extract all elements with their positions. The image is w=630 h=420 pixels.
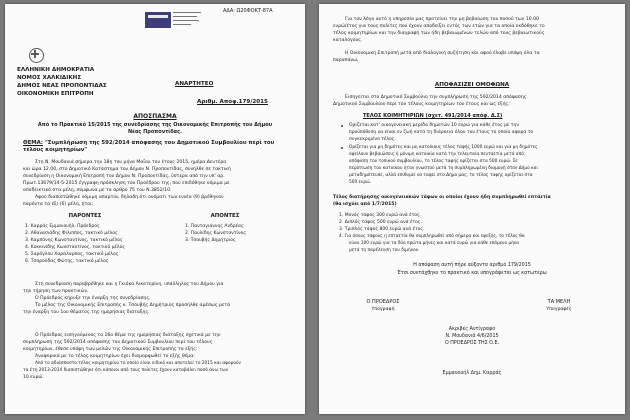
bullet-1-line-1: Ορίζεται κατ' οικογενειακή μερίδα δημοτών 10 ευρώ για κάθε έτος με την <box>349 123 519 128</box>
discussion-line-2: παραπάνω, <box>333 58 359 63</box>
present-heading: ΠΑΡΟΝΤΕΣ <box>68 213 102 219</box>
members-signatures: Υπογραφές <box>546 307 572 312</box>
document-page-2 <box>319 4 625 414</box>
grave-fee-4-line-1: 4. Για όσους τάφους η επταετία θα συμπληρωθεί από σήμερα και εφεξής, το τέλος θα <box>339 234 525 239</box>
bullet-dot-icon <box>341 125 343 127</box>
closing-line-6: τα έτη 2013-2014 διαπιστώθηκε ότι κάποιοι από τους πολίτες έχουν καταβάλει ποσό άνω των <box>23 368 228 373</box>
top-line-4: καταλόγους. <box>333 38 363 43</box>
bullet-1-line-3: συγκεκριμένο τέλος. <box>349 137 396 142</box>
intro-line-2: και ώρα 12.00, στο Δημοτικό Κατάστημα του Δήμου Ν. Προποντίδας, συνήλθε σε τακτική <box>23 167 231 172</box>
document-page-1 <box>5 4 305 414</box>
after-list-line-3: Ο Πρόεδρος κήρυξε την έναρξη της συνεδρίασης. <box>35 296 151 301</box>
subject-line-1: "Συμπλήρωση της 592/2014 απόφασης του Δημοτικού Συμβουλίου περί του <box>45 140 275 146</box>
top-line-2: ευρώ/έτος για τους πολίτες που έχουν αποδείξει εντός των ετών για τα οποία εκδόθηκε το <box>333 24 545 29</box>
closing-line-3: κοιμητηρίων, έθεσε υπόψη των μελών της Οικονομικής Επιτροπής τα εξής: <box>23 347 198 352</box>
present-member-4: 4. Κοκκινίδης Κωνσταντίνος, τακτικό μέλος <box>25 245 125 250</box>
present-member-6: 6. Τσαρούδας Φώτης, τακτικό μέλος <box>25 259 109 264</box>
extract-title: ΑΠΟΣΠΑΣΜΑ <box>133 113 177 120</box>
logo-text-lines-icon <box>173 10 203 32</box>
after-list-line-1: Στη συνεδρίαση παραβρέθηκε και η Γκιόκα Αικατερίνη, υπάλληλος του Δήμου για <box>35 282 224 287</box>
chair-name: Εμμανουήλ Δημ. Καρράς <box>442 371 502 376</box>
minutes-line-1: Από το Πρακτικό 15/2015 της συνεδρίασης της Οικονομικής Επιτροπής του Δήμου <box>37 122 273 128</box>
proposal-line-2: Δημοτικού Συμβουλίου περί του τέλους κοιμητηρίων του έτους και ως εξής: <box>333 102 510 107</box>
certified-line-3: Ο ΠΡΟΕΔΡΟΣ ΤΗΣ Ο.Ε. <box>444 341 500 346</box>
absent-heading: ΑΠΟΝΤΕΣ <box>210 213 240 219</box>
minutes-line-2: Νέας Προποντίδας. <box>128 129 182 135</box>
bullet-2-line-2: οφείλουν βεβαιώσεις ή μόνιμη κατοικία κατά την τελευταία πενταετία μετά από <box>349 152 524 157</box>
present-member-3: 3. Καμπάνης Κωνσταντίνος, τακτικό μέλος <box>25 238 123 243</box>
bullet-dot-icon <box>341 147 343 149</box>
grave-fee-2: 2. Διπλός τάφος 500 ευρώ ανά έτος. <box>339 220 422 225</box>
bullet-1-line-2: προϋπόθεση να είναι εν ζωή κατά τη διάρκεια όλου του έτους το οποίο αφορά το <box>349 130 534 135</box>
bullet-2-line-4: περίπτωση του κατοίκου ήταν γνωστού μετά τη συμπληρωμένη διαμονή στον Δήμο και <box>349 166 538 171</box>
posted-label: ΑΝΑΡΤΗΤΕΟ <box>175 81 214 87</box>
grave-fee-4-line-2: είναι 100 ευρώ για τα δύο πρώτα μήνες και κατά ευρώ για κάθε επόμενο μήνα <box>349 241 520 246</box>
after-list-line-5: την έναρξη του 1ου θέματος της ημερήσιας διάταξης. <box>23 310 150 315</box>
intro-line-7: παρόντα τα έξι (6) μέλη, ήτοι: <box>23 202 94 207</box>
letterhead-line-1: ΕΛΛΗΝΙΚΗ ΔΗΜΟΚΡΑΤΙΑ <box>17 67 95 73</box>
closing-line-7: 10 ευρώ. <box>23 375 44 380</box>
chair-label: Ο ΠΡΟΕΔΡΟΣ <box>366 299 400 305</box>
certified-line-1: Ακριβές Αντίγραφο <box>448 327 496 332</box>
letterhead-line-3: ΔΗΜΟΣ ΝΕΑΣ ΠΡΟΠΟΝΤΙΔΑΣ <box>17 83 107 89</box>
chair-signature: Υπογραφή <box>371 307 395 312</box>
grave-fee-1: 1. Μονός τάφος 300 ευρώ ανά έτος. <box>339 213 422 218</box>
present-member-1: 1. Καρράς Εμμανουήλ, Πρόεδρος <box>25 224 100 229</box>
informatics-logo-icon <box>145 12 171 28</box>
present-member-5: 5. Σαρόγλου Χαράλαμπος, τακτικό μέλος <box>25 252 119 257</box>
decision-number: Αριθμ. Απόφ.179/2015 <box>197 99 268 105</box>
bullet-2-line-3: απόφαση του τοπικού συμβουλίου, το τέλος ταφής ορίζεται στα 500 ευρώ. Σε <box>349 159 518 164</box>
grave-fee-4-line-3: μετά τη παρέλευση του διμήνου. <box>349 248 420 253</box>
intro-line-1: Στη Ν. Μουδανιά σήμερα την 18η του μήνα Μαΐου του έτους 2015, ημέρα Δευτέρα <box>35 160 227 165</box>
intro-line-3: συνεδρίαση η Οικονομική Επιτροπή του Δήμου Ν. Προποντίδας, ύστερα από την υπ' αρ. <box>23 174 225 179</box>
after-list-line-4: Το μέλος της Οικονομικής Επιτροπής κ. Τσουβής Δημήτριος προσήλθε αμέσως μετά <box>35 303 231 308</box>
discussion-line-1: Η Οικονομική Επιτροπή μετά από διαλογική συζήτηση και αφού έλαβε υπόψη όλα τα <box>345 51 540 56</box>
top-line-1: Για τον λόγο αυτό η υπηρεσία μας προτείνει την μη βεβαίωση του ποσού των 10.00 <box>345 17 539 22</box>
intro-line-4: Πρωτ.13679/14-5-2015 έγγραφη πρόσκληση του Προέδρου της, που επιδόθηκε νόμιμα με <box>23 181 230 186</box>
after-list-line-2: την τήρηση των πρακτικών. <box>23 289 89 294</box>
closing-line-2: συμπλήρωση της 592/2014 απόφασης του Δημοτικού Συμβουλίου περί του τέλους <box>23 340 213 345</box>
closing-line-4: Αναφορικά με το τέλος κοιμητηρίων έχει διαμορφωθεί το εξής θέμα: <box>35 354 195 359</box>
ada-code: ΑΔΑ: Ω20ΦΟΚΤ-87Α <box>223 8 273 14</box>
top-line-3: τέλος κοιμητηρίων και την διαγραφή των ήδη βεβαιωμένων τελών από τους βεβαιωτικούς <box>333 31 545 36</box>
decision-heading: ΑΠΟΦΑΣΙΖΕΙ ΟΜΟΦΩΝΑ <box>434 82 510 88</box>
bullet-2-line-5: μεταδημότευσε, αλλά επιθυμεί να ταφεί στο Δήμο μας, το τέλος ταφής ορίζεται στα <box>349 173 533 178</box>
members-label: ΤΑ ΜΕΛΗ <box>547 299 571 305</box>
cemetery-fees-heading: ΤΕΛΟΣ ΚΟΙΜΗΤΗΡΙΩΝ (σχετ. 491/2014 απόφ. Δ.Σ) <box>363 113 503 119</box>
absent-member-3: 3. Τσουβής Δημήτριος <box>185 238 236 243</box>
subject-label: ΘΕΜΑ: <box>23 140 43 146</box>
graves-heading: Τέλος διατήρησης οικογενειακών τάφων οι οποίοι έχουν ήδη συμπληρωθεί επτάετία <box>333 195 551 200</box>
subject-line-2: τέλους κοιμητηρίων" <box>23 147 88 153</box>
signed-line: Έτσι συντάχθηκε το πρακτικό και υπογράφεται ως κατωτέρω <box>397 271 547 276</box>
absent-member-2: 2. Παυλίδης Κωνσταντίνος <box>185 231 246 236</box>
bullet-2-line-6: 500 ευρώ. <box>349 180 372 185</box>
closing-line-5: Από το αδιάσπαστο τέλος κοιμητηρίου το οποίο είναι ειδικό και αποτελεί το 2015 και αφορούν <box>35 361 241 366</box>
intro-line-5: αποδεικτικό στα μέλη, σύμφωνα με τα άρθρο 75 του Ν.3852/10. <box>23 188 172 193</box>
bullet-2-line-1: Ορίζεται για μη δημότες και μη κατοίκους τέλος ταφής 1000 ευρώ και για μη δημότες <box>349 145 538 150</box>
graves-subheading: (θα ισχύει από 1/7/2015) <box>333 202 397 207</box>
letterhead-line-4: ΟΙΚΟΝΟΜΙΚΗ ΕΠΙΤΡΟΠΗ <box>17 91 94 97</box>
present-member-2: 2. Αθανασιάδης Φίλιππος, τακτικό μέλος <box>25 231 118 236</box>
grave-fee-3: 3. Τριπλός τάφος 800 ευρώ ανά έτος. <box>339 227 425 232</box>
letterhead-line-2: ΝΟΜΟΣ ΧΑΛΚΙΔΙΚΗΣ <box>17 75 82 81</box>
intro-line-6: Αφού διαπιστώθηκε νόμιμη απαρτία, δηλαδή ότι ονόματι των εννέα (9) βρέθηκαν <box>35 195 224 200</box>
proposal-line-1: Εισηγείται στο Δημοτικό Συμβούλιο την συμπλήρωση της 592/2014 απόφασης <box>345 95 527 100</box>
closing-line-1: Ο Πρόεδρος εισηγούμενος το 16ο θέμα της ημερήσιας διάταξης σχετικά με την <box>35 333 221 338</box>
greek-emblem-icon <box>29 48 44 63</box>
absent-member-1: 1. Πανταγιάννης Ανδρέας <box>185 224 244 229</box>
certified-line-2: Ν. Μουδανιά 4/6/2015 <box>445 334 499 339</box>
decision-number-line: Η απόφαση αυτή πήρε αύξοντα αριθμό 179/2015 <box>413 263 531 268</box>
